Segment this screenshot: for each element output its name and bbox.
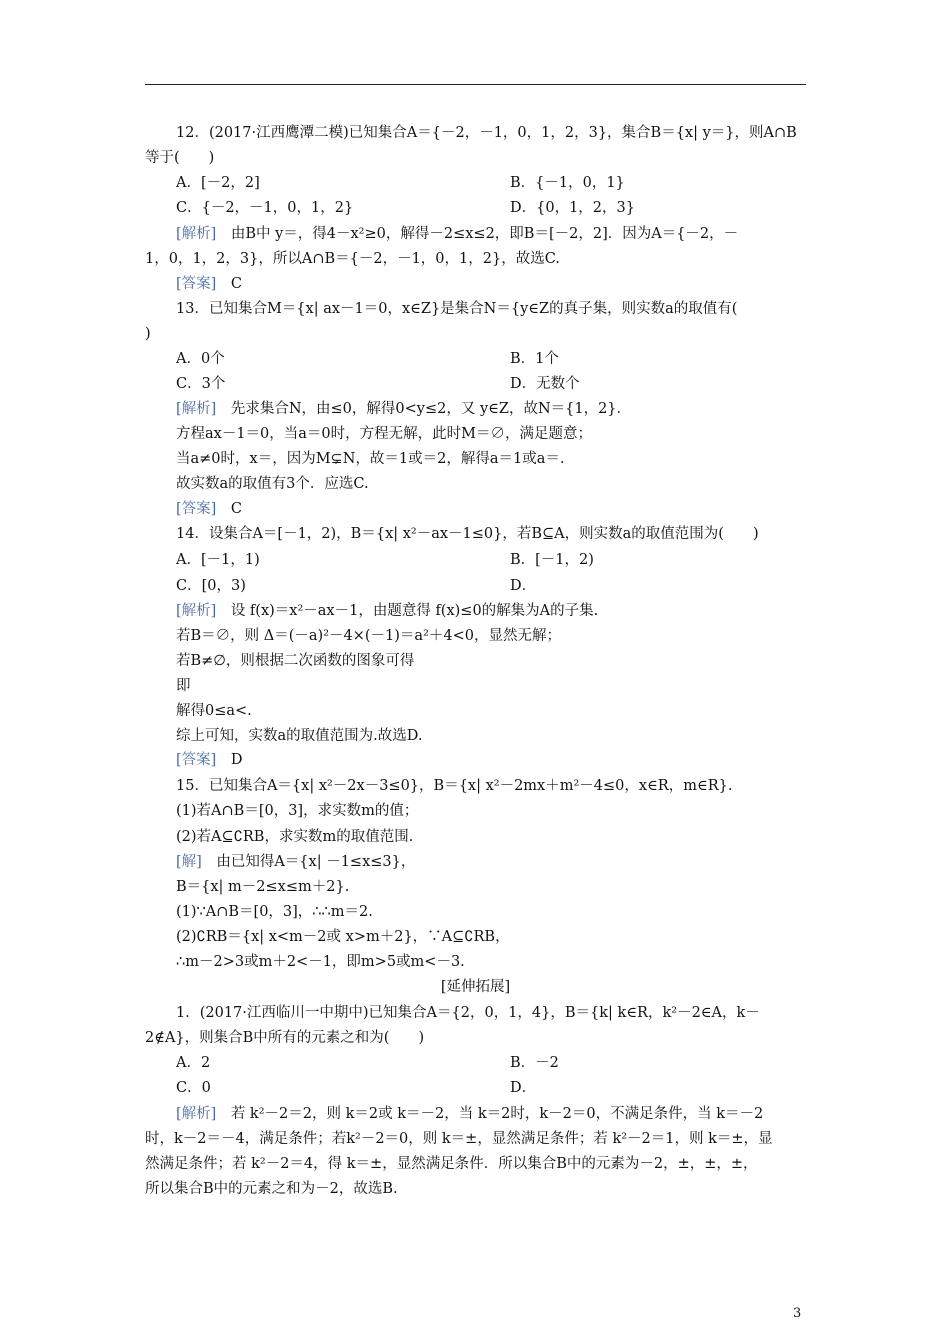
answer-line	[176, 499, 242, 519]
header-rule	[145, 84, 806, 85]
option-a: A．[－2，2]	[176, 175, 260, 191]
option-c: C．{－2，－1，0，1，2}	[176, 200, 354, 216]
text-line: 当a≠0时，x＝，因为M⊊N，故＝1或＝2，解得a＝1或a＝.	[176, 451, 565, 467]
answer-tag: [答案]	[176, 501, 217, 517]
solution-tag: [解]	[176, 854, 202, 870]
analysis-text: 先求集合N，由≤0，解得0<y≤2，又 y∈Z，故N＝{1，2}．	[216, 401, 632, 417]
solution-text: 由已知得A＝{x| －1≤x≤3}，	[201, 854, 416, 870]
analysis-text: 由B中 y＝，得4－x²≥0，解得－2≤x≤2，即B＝[－2，2]．因为A＝{－2，－	[216, 226, 739, 242]
text-line: 若B≠∅，则根据二次函数的图象可得	[176, 653, 415, 669]
option-d: D．{0，1，2，3}	[510, 200, 635, 216]
text-line: 故实数a的取值有3个．应选C.	[176, 476, 369, 492]
text-line: 12．(2017·江西鹰潭二模)已知集合A＝{－2，－1，0，1，2，3}，集合B＝{x| y＝}，则A∩B	[176, 125, 797, 141]
answer-tag: [答案]	[176, 276, 217, 292]
section-title: [延伸拓展]	[440, 979, 511, 995]
option-c: C．[0，3)	[176, 578, 246, 594]
analysis-text: 若 k²－2＝2，则 k＝2或 k＝－2，当 k＝2时，k－2＝0，不满足条件，当 k＝－2	[216, 1106, 764, 1122]
analysis-tag: [解析]	[176, 1106, 217, 1122]
text-line: 即	[176, 678, 191, 694]
option-d: D．	[510, 578, 537, 594]
text-line: 13．已知集合M＝{x| ax－1＝0，x∈Z}是集合N＝{y∈Z的真子集，则实数a的取值有(	[176, 301, 738, 317]
option-a: A．0个	[176, 351, 225, 367]
option-d: D．	[510, 1080, 537, 1096]
text-line: (1)若A∩B＝[0，3]，求实数m的值；	[176, 803, 419, 819]
option-b: B．－2	[510, 1055, 559, 1071]
answer-tag: [答案]	[176, 752, 217, 768]
text-line: 若B＝∅，则 Δ＝(－a)²－4×(－1)＝a²＋4<0，显然无解；	[176, 628, 561, 644]
text-line: ∴m－2>3或m＋2<－1，即m>5或m<－3.	[176, 954, 465, 970]
text-line: 时，k－2＝－4，满足条件；若k²－2＝0，则 k＝±，显然满足条件；若 k²－2＝1，则 k＝±，显	[145, 1131, 773, 1147]
text-line: 15．已知集合A＝{x| x²－2x－3≤0}，B＝{x| x²－2mx＋m²－4≤0，x∈R，m∈R}.	[176, 778, 733, 794]
text-line: 所以集合B中的元素之和为－2，故选B.	[145, 1181, 398, 1197]
analysis-tag: [解析]	[176, 226, 217, 242]
text-line: 2∉A}，则集合B中所有的元素之和为( )	[145, 1030, 425, 1046]
text-line: 方程ax－1＝0，当a＝0时，方程无解，此时M＝∅，满足题意；	[176, 426, 592, 442]
text-line: 1．(2017·江西临川一中期中)已知集合A＝{2，0，1，4}，B＝{k| k∈R，k²－2∈A，k－	[176, 1005, 760, 1021]
answer-line	[176, 274, 242, 294]
text-line: )	[145, 326, 151, 342]
option-b: B．[－1，2)	[510, 552, 594, 568]
option-c: C．0	[176, 1080, 211, 1096]
option-c: C．3个	[176, 376, 226, 392]
answer-text: D	[216, 752, 243, 768]
answer-text: C	[216, 276, 242, 292]
text-line: 等于( )	[145, 150, 215, 166]
text-line: 然满足条件；若 k²－2＝4，得 k＝±，显然满足条件．所以集合B中的元素为－2，±，±，±，	[145, 1156, 758, 1172]
analysis-tag: [解析]	[176, 603, 217, 619]
answer-text: C	[216, 501, 242, 517]
option-a: A．2	[176, 1055, 211, 1071]
analysis-line	[176, 601, 598, 621]
analysis-line	[176, 1104, 763, 1124]
analysis-tag: [解析]	[176, 401, 217, 417]
option-a: A．[－1，1)	[176, 552, 260, 568]
text-line: 解得0≤a<.	[176, 703, 252, 719]
answer-line	[176, 750, 242, 770]
analysis-line	[176, 399, 631, 419]
text-line: 1，0，1，2，3}，所以A∩B＝{－2，－1，0，1，2}，故选C.	[145, 251, 560, 267]
option-b: B．{－1，0，1}	[510, 175, 625, 191]
text-line: B＝{x| m－2≤x≤m＋2}.	[176, 879, 350, 895]
option-d: D．无数个	[510, 376, 580, 392]
analysis-text: 设 f(x)＝x²－ax－1，由题意得 f(x)≤0的解集为A的子集.	[216, 603, 599, 619]
solution-line	[176, 852, 415, 872]
text-line: (2)∁RB＝{x| x<m－2或 x>m＋2}，∵A⊆∁RB，	[176, 929, 510, 945]
text-line: (2)若A⊆∁RB，求实数m的取值范围.	[176, 829, 414, 845]
option-b: B．1个	[510, 351, 559, 367]
page-number: 3	[793, 1306, 802, 1321]
text-line: 综上可知，实数a的取值范围为.故选D.	[176, 728, 423, 744]
analysis-line	[176, 224, 738, 244]
text-line: 14．设集合A＝[－1，2)，B＝{x| x²－ax－1≤0}，若B⊆A，则实数a的取值范围为( )	[176, 526, 759, 542]
text-line: (1)∵A∩B＝[0，3]，∴∴m＝2.	[176, 904, 373, 920]
